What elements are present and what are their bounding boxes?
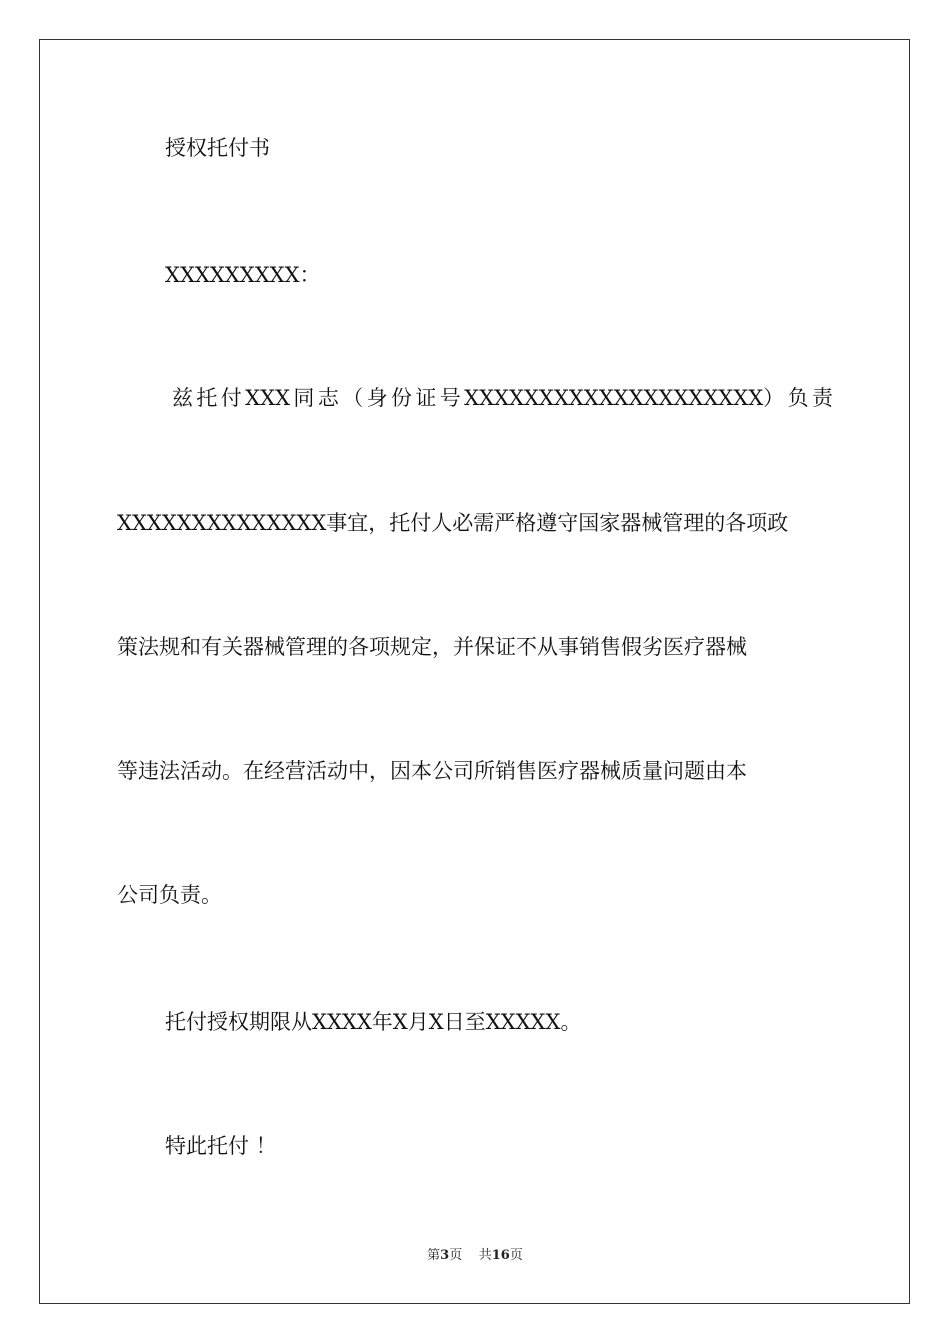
paragraph-line-5: 公司负责。 <box>117 883 222 907</box>
document-title: 授权托付书 <box>165 136 270 160</box>
word: 份 <box>390 386 412 410</box>
word: 志 <box>317 386 339 410</box>
word: 兹 <box>172 386 193 410</box>
page-prefix: 第 <box>427 1248 441 1263</box>
total-suffix: 页 <box>509 1248 523 1263</box>
word: 身 <box>366 386 388 410</box>
word: 证 <box>415 386 437 410</box>
word: 责 <box>811 386 833 410</box>
word: 号 <box>439 386 461 410</box>
authorization-period: 托付授权期限从XXXX年X月X日至XXXXX。 <box>165 1010 582 1034</box>
page-suffix: 页 <box>449 1248 463 1263</box>
word: XXX <box>245 386 291 410</box>
paragraph-line-2: XXXXXXXXXXXXXX事宜，托付人必需严格遵守国家器械管理的各项政 <box>117 511 789 535</box>
recipient-line: XXXXXXXXX： <box>165 263 321 287</box>
word: 托 <box>196 386 218 410</box>
total-pages: 16 <box>491 1248 510 1263</box>
word: 付 <box>220 386 242 410</box>
page-border <box>39 39 910 1304</box>
word: （ <box>342 386 364 410</box>
paragraph-line-3: 策法规和有关器械管理的各项规定，并保证不从事销售假劣医疗器械 <box>117 635 747 659</box>
paragraph-line-4: 等违法活动。在经营活动中，因本公司所销售医疗器械质量问题由本 <box>117 759 747 783</box>
word: XXXXXXXXXXXXXXXXXXXX） <box>464 386 785 410</box>
word: 同 <box>293 386 315 410</box>
page-footer <box>0 1247 950 1265</box>
closing-line: 特此托付 ！ <box>165 1134 277 1158</box>
word: 负 <box>787 386 809 410</box>
page-number: 3 <box>440 1248 450 1263</box>
paragraph-line-1 <box>172 383 833 413</box>
total-prefix: 共 <box>478 1248 492 1263</box>
